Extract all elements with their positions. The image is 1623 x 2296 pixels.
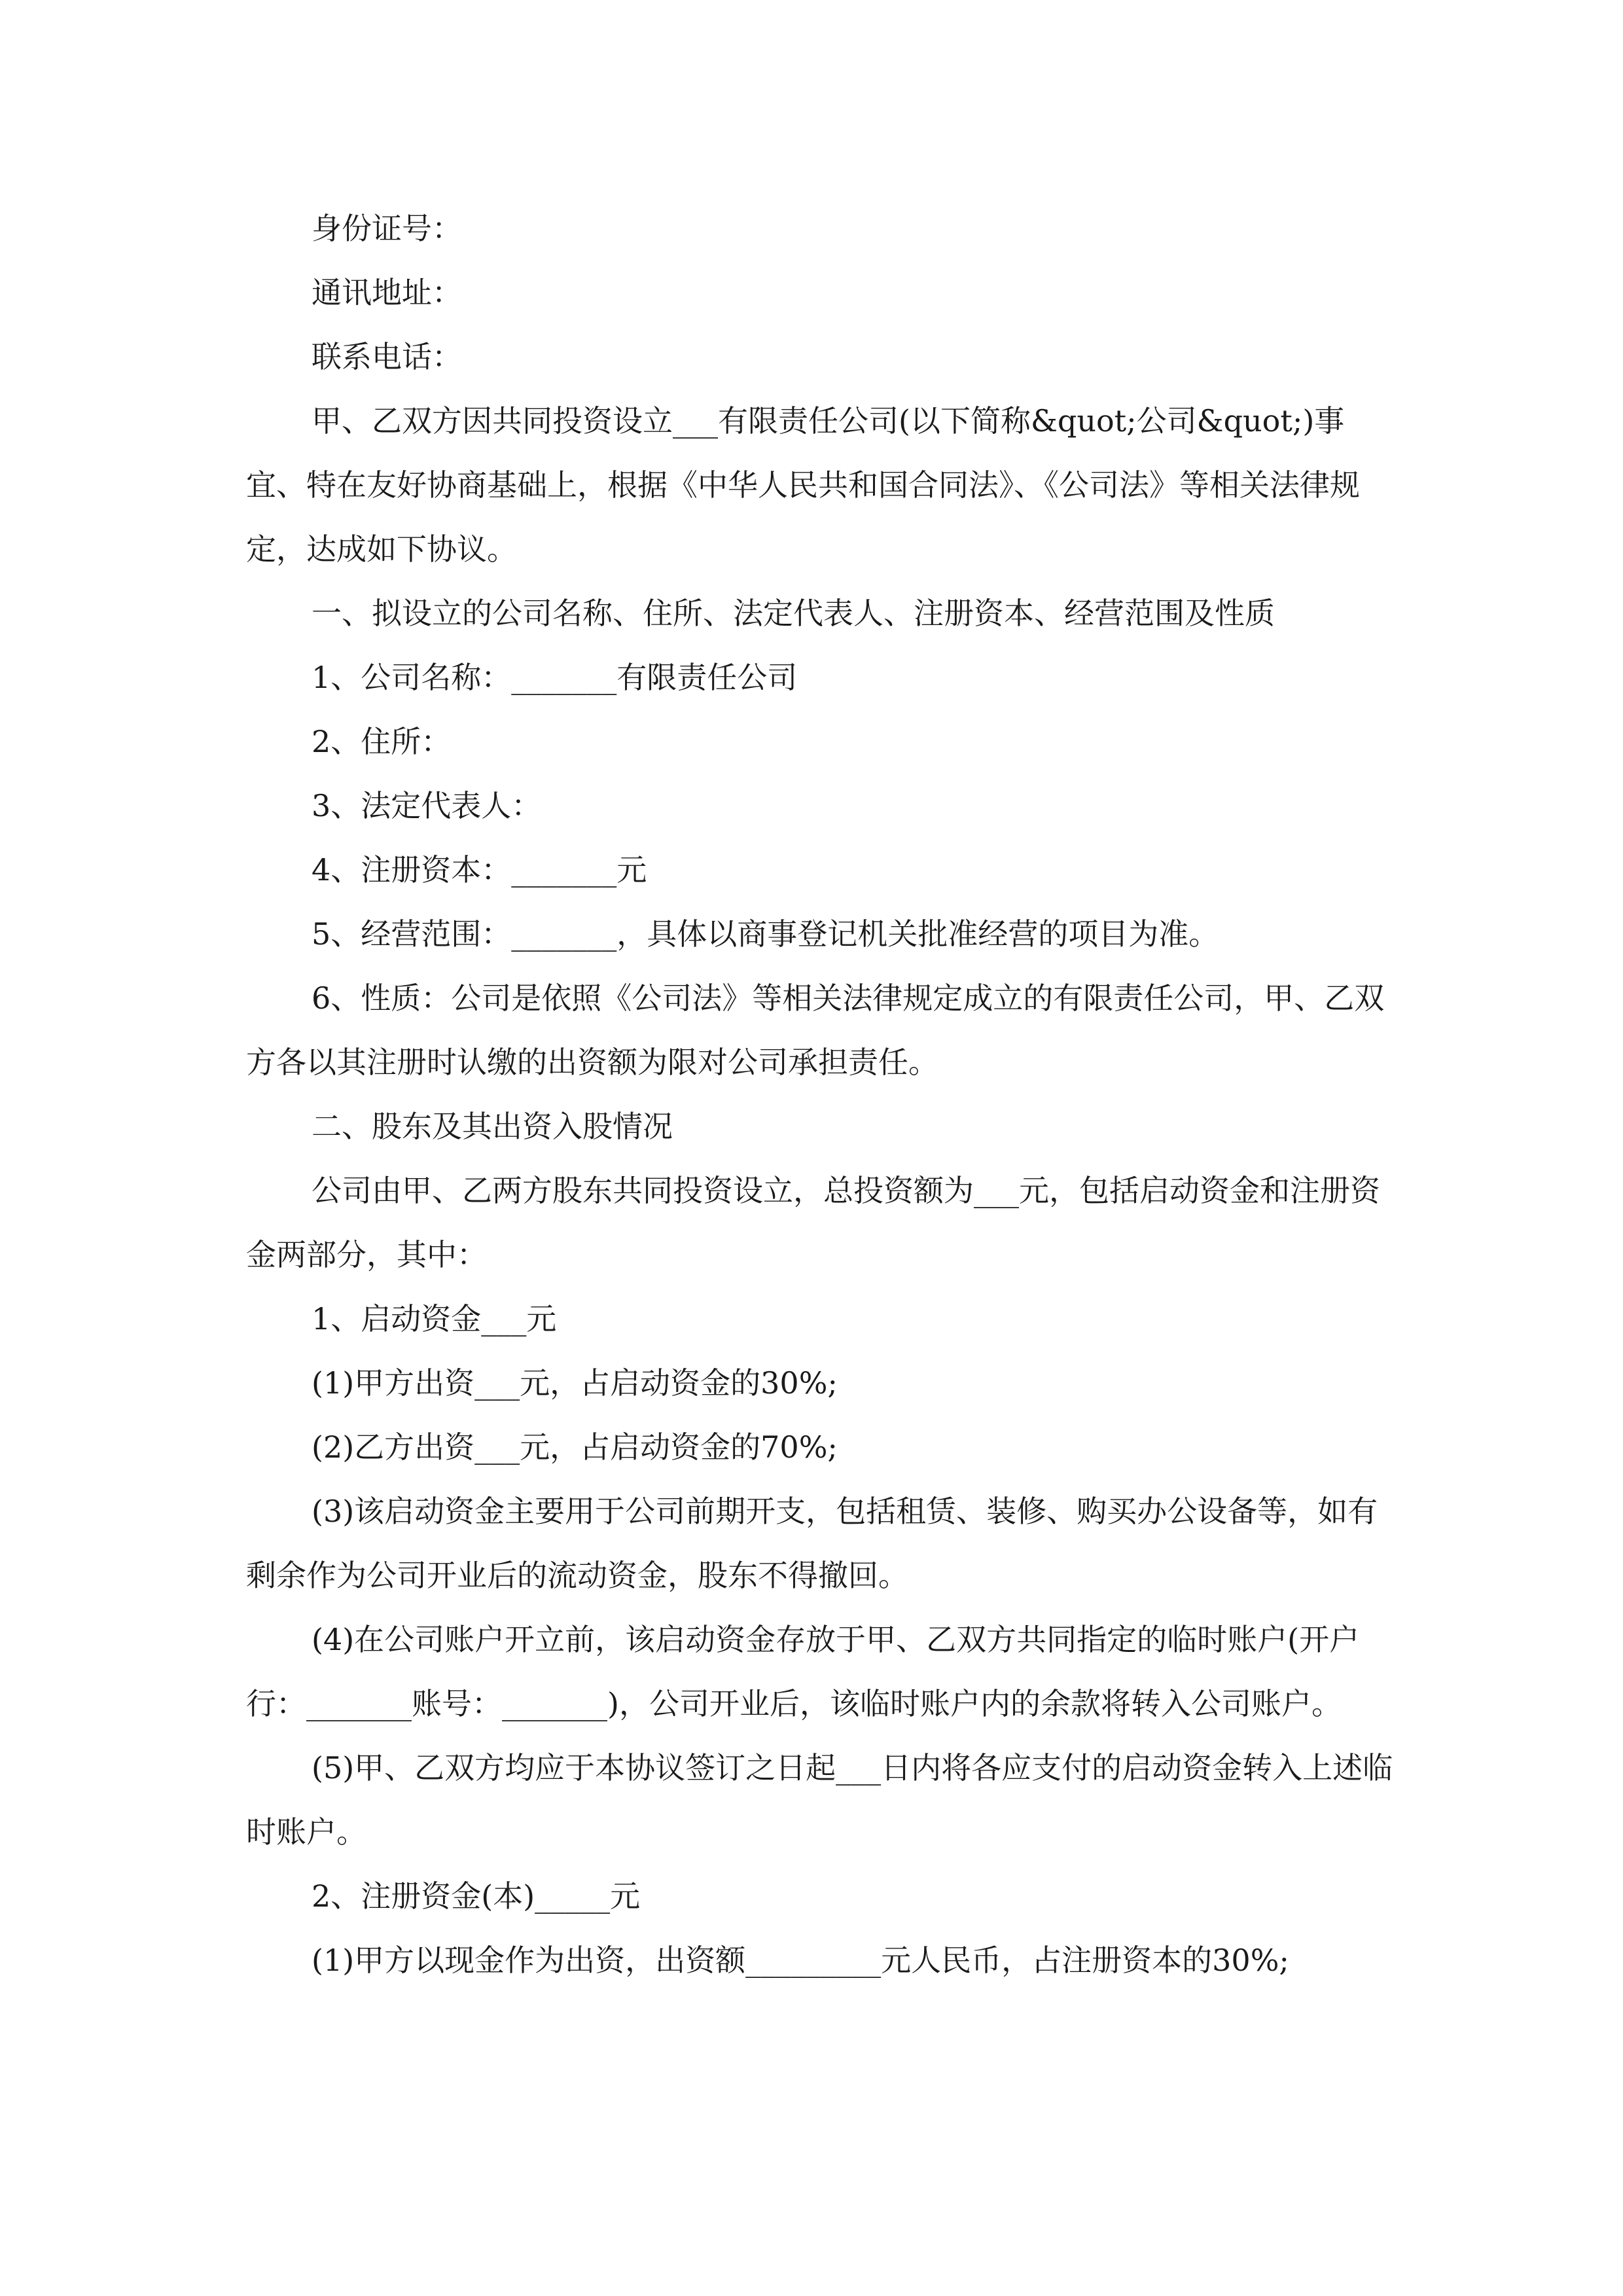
document-body: [246, 196, 1404, 1992]
section-1-heading: 一、拟设立的公司名称、住所、法定代表人、注册资本、经营范围及性质: [312, 596, 1275, 631]
preamble-paragraph: 甲、乙双方因共同投资设立___有限责任公司(以下简称&quot;公司&quot;)事宜、特在友好协商基础上，根据《中华人民共和国合同法》、《公司法》等相关法律规定，达成如下协议。: [246, 403, 1360, 567]
clause-party-a-contribution: (1)甲方出资___元，占启动资金的30%;: [312, 1365, 838, 1401]
address-line: 通讯地址：: [312, 275, 462, 310]
clause-temporary-account: (4)在公司账户开立前，该启动资金存放于甲、乙双方共同指定的临时账户(开户行：_______账号：_______)，公司开业后，该临时账户内的余款将转入公司账户。: [246, 1622, 1360, 1721]
clause-startup-funds: 1、启动资金___元: [312, 1301, 557, 1336]
id-number-line: 身份证号：: [312, 211, 462, 246]
clause-legal-representative: 3、法定代表人：: [312, 788, 542, 823]
phone-line: 联系电话：: [312, 339, 462, 374]
clause-domicile: 2、住所：: [312, 724, 452, 759]
clause-funds-usage: (3)该启动资金主要用于公司前期开支，包括租赁、装修、购买办公设备等，如有剩余作为公司开业后的流动资金，股东不得撤回。: [246, 1494, 1378, 1593]
clause-party-a-cash: (1)甲方以现金作为出资，出资额_________元人民币，占注册资本的30%;: [312, 1943, 1289, 1978]
clause-nature: 6、性质：公司是依照《公司法》等相关法律规定成立的有限责任公司，甲、乙双方各以其注册时认缴的出资额为限对公司承担责任。: [246, 980, 1385, 1080]
clause-transfer-deadline: (5)甲、乙双方均应于本协议签订之日起___日内将各应支付的启动资金转入上述临时账户。: [246, 1750, 1393, 1850]
clause-party-b-contribution: (2)乙方出资___元，占启动资金的70%;: [312, 1429, 838, 1465]
clause-business-scope: 5、经营范围：_______，具体以商事登记机关批准经营的项目为准。: [312, 916, 1219, 952]
clause-registered-funds: 2、注册资金(本)_____元: [312, 1878, 641, 1914]
clause-registered-capital: 4、注册资本：_______元: [312, 852, 647, 888]
section-2-heading: 二、股东及其出资入股情况: [312, 1109, 673, 1144]
clause-company-name: 1、公司名称：_______有限责任公司: [312, 660, 798, 695]
investment-paragraph: 公司由甲、乙两方股东共同投资设立，总投资额为___元，包括启动资金和注册资金两部分，其中：: [246, 1173, 1380, 1272]
